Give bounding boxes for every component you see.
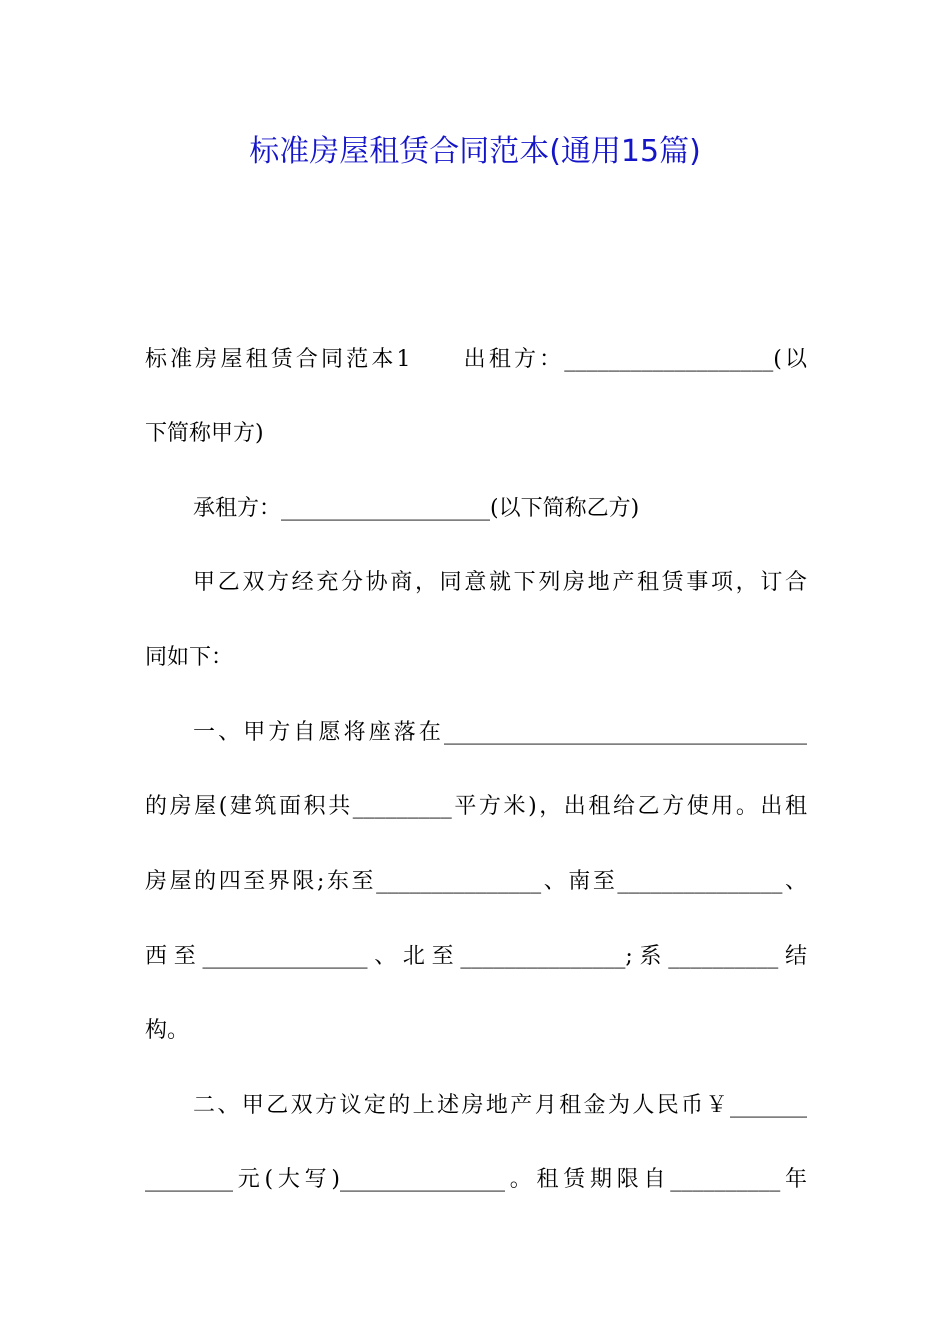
clause-1-line-4: 西至_______________、北至_______________;系__________结 [145,944,807,969]
clause-1-line-3: 房屋的四至界限;东至_______________、南至_______________、 [145,869,807,894]
lessee-line: 承租方：___________________(以下简称乙方) [193,496,640,521]
clause-2-line-2: ________元(大写)_______________。租赁期限自__________年 [145,1167,807,1192]
paragraph-line-1 [145,340,807,380]
clause-1-line-5: 构。 [145,1018,190,1043]
clause-2-line-1: 二、甲乙双方议定的上述房地产月租金为人民币￥_______ [193,1093,807,1118]
paragraph-line-4: 甲乙双方经充分协商，同意就下列房地产租赁事项，订合 [193,570,807,595]
clause-1-line-2: 的房屋(建筑面积共_________平方米)，出租给乙方使用。出租 [145,794,807,819]
section-heading: 标准房屋租赁合同范本1 [145,347,411,372]
lessor-line: 出租方：___________________(以 [460,347,808,372]
paragraph-line-2: 下简称甲方) [145,421,264,446]
clause-1-line-1: 一、甲方自愿将座落在_________________________________ [193,720,807,745]
paragraph-line-5: 同如下： [145,645,234,670]
document-title: 标准房屋租赁合同范本(通用15篇) [249,134,701,169]
